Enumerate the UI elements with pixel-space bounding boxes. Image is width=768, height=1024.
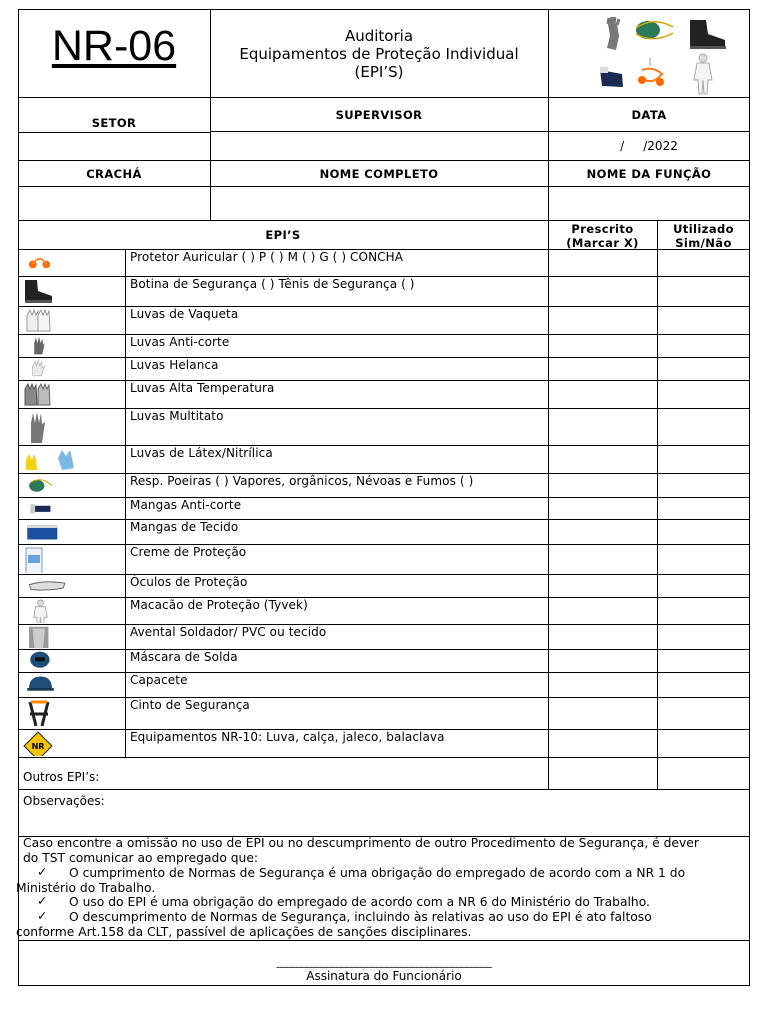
utilizado-cell[interactable] [658, 381, 749, 408]
notice-bullet: Ministério do Trabalho. [16, 881, 156, 895]
prescrito-cell[interactable] [549, 474, 656, 497]
utilizado-cell[interactable] [658, 358, 749, 380]
utilizado-cell[interactable] [658, 277, 749, 306]
utilizado-cell[interactable] [658, 650, 749, 672]
utilizado-cell[interactable] [658, 625, 749, 649]
cream-icon [22, 545, 82, 577]
prescrito-cell[interactable] [549, 446, 656, 473]
utilizado-cell[interactable] [658, 307, 749, 334]
boot-icon [690, 20, 726, 49]
prescrito-cell[interactable] [549, 598, 656, 624]
coverall-icon [694, 54, 712, 94]
epi-item-label: Luvas Anti-corte [130, 335, 230, 349]
notice-line: do TST comunicar ao empregado que: [23, 851, 259, 865]
nome-completo-input[interactable] [211, 187, 547, 219]
epi-item-label: Luvas Helanca [130, 358, 219, 372]
prescrito-cell[interactable] [549, 277, 656, 306]
epi-item-label: Resp. Poeiras ( ) Vapores, orgânicos, Névoas e Fumos ( ) [130, 474, 474, 488]
cracha-input[interactable] [19, 187, 209, 219]
utilizado-cell[interactable] [658, 673, 749, 697]
prescrito-cell[interactable] [549, 335, 656, 357]
notice-bullet: O uso do EPI é uma obrigação do empregado de acordo com a NR 6 do Ministério do Trabalho. [69, 895, 650, 909]
divider [548, 9, 549, 97]
title-line: Equipamentos de Proteção Individual [239, 45, 519, 63]
epi-item-label: Macacão de Proteção (Tyvek) [130, 598, 308, 612]
glove-icon [607, 17, 619, 50]
utilizado-cell[interactable] [658, 409, 749, 445]
utilizado-cell[interactable] [658, 474, 749, 497]
cracha-label: CRACHÁ [86, 167, 142, 181]
utilizado-cell[interactable] [658, 545, 749, 574]
epi-item-label: Mangas de Tecido [130, 520, 239, 534]
form-title [210, 27, 548, 81]
outros-epis-label: Outros EPI’s: [23, 770, 100, 784]
epi-item-label: Luvas de Vaqueta [130, 307, 239, 321]
prescrito-cell[interactable] [549, 520, 656, 544]
epi-item-label: Cinto de Segurança [130, 698, 250, 712]
epi-item-label: Luvas Multitato [130, 409, 224, 423]
welding-mask-icon [22, 650, 82, 675]
notice-bullet: O descumprimento de Normas de Segurança, incluindo às relativas ao uso do EPI é ato faltoso [69, 910, 652, 924]
nr10-sign-icon [22, 730, 82, 760]
utilizado-header: Utilizado Sim/Não [673, 222, 734, 250]
earplugs-icon [22, 250, 82, 279]
prescrito-cell[interactable] [549, 498, 656, 519]
prescrito-cell[interactable] [549, 575, 656, 597]
epi-item-label: Mangas Anti-corte [130, 498, 242, 512]
respirator-icon [636, 21, 673, 39]
observacoes-input[interactable] [19, 806, 749, 835]
title-line: Auditoria [344, 27, 414, 45]
utilizado-cell[interactable] [658, 730, 749, 757]
utilizado-cell[interactable] [658, 575, 749, 597]
sleeve-icon [22, 498, 82, 522]
epi-item-label: Avental Soldador/ PVC ou tecido [130, 625, 327, 639]
check-icon: ✓ [37, 894, 48, 908]
prescrito-header: Prescrito (Marcar X) [566, 222, 639, 250]
nome-completo-label: NOME COMPLETO [319, 167, 439, 181]
epi-item-label: Máscara de Solda [130, 650, 238, 664]
supervisor-label: SUPERVISOR [335, 108, 423, 122]
sleeve-icon [600, 67, 623, 87]
check-icon: ✓ [37, 909, 48, 923]
harness-icon [22, 698, 82, 732]
multitato-glove-icon [22, 409, 82, 448]
setor-input[interactable] [19, 133, 209, 159]
utilizado-cell[interactable] [658, 446, 749, 473]
utilizado-cell[interactable] [658, 698, 749, 729]
epi-item-label: Creme de Proteção [130, 545, 247, 559]
epi-item-label: Protetor Auricular ( ) P ( ) M ( ) G ( ) CONCHA [130, 250, 404, 264]
prescrito-cell[interactable] [549, 625, 656, 649]
signature-line[interactable]: ___________________________________________ [276, 955, 492, 968]
leather-gloves-icon [22, 307, 82, 337]
form-code: NR-06 [51, 22, 177, 70]
prescrito-cell[interactable] [549, 409, 656, 445]
earplugs-icon [638, 58, 664, 86]
prescrito-cell[interactable] [549, 381, 656, 408]
heat-glove-icon [22, 381, 82, 411]
notice-bullet: conforme Art.158 da CLT, passível de aplicações de sanções disciplinares. [16, 925, 472, 939]
helmet-icon [22, 673, 82, 700]
supervisor-input[interactable] [211, 132, 547, 159]
knit-glove-icon [22, 358, 82, 383]
latex-gloves-icon [22, 446, 82, 476]
prescrito-cell[interactable] [549, 307, 656, 334]
setor-label: SETOR [91, 116, 137, 130]
nome-funcao-label: NOME DA FUNÇÃO [586, 167, 712, 181]
epi-illustration [598, 14, 733, 96]
data-label: DATA [631, 108, 667, 122]
svg-text:NR: NR [31, 742, 45, 751]
utilizado-cell[interactable] [658, 335, 749, 357]
apron-icon [22, 625, 82, 652]
prescrito-cell[interactable] [549, 698, 656, 729]
epi-item-label: Luvas de Látex/Nitrílica [130, 446, 273, 460]
boot-icon [22, 277, 82, 309]
prescrito-cell[interactable] [549, 545, 656, 574]
notice-bullet: O cumprimento de Normas de Segurança é uma obrigação do empregado de acordo com a NR 1 do [69, 866, 686, 880]
date-field[interactable]: / /2022 [620, 139, 678, 153]
respirator-icon [22, 474, 82, 500]
utilizado-cell[interactable] [658, 498, 749, 519]
nome-funcao-input[interactable] [549, 187, 749, 219]
utilizado-cell[interactable] [658, 598, 749, 624]
prescrito-cell[interactable] [549, 730, 656, 757]
epis-header: EPI’S [265, 228, 301, 242]
coverall-icon [22, 598, 82, 627]
title-line: (EPI’S) [354, 63, 404, 81]
signature-label: Assinatura do Funcionário [306, 969, 462, 983]
utilizado-cell[interactable] [658, 250, 749, 276]
fabric-sleeve-icon [22, 520, 82, 547]
epi-item-label: Óculos de Proteção [130, 575, 248, 589]
observacoes-label: Observações: [23, 794, 105, 808]
epi-item-label: Botina de Segurança ( ) Tênis de Segurança ( ) [130, 277, 415, 291]
goggles-icon [22, 575, 82, 600]
prescrito-cell[interactable] [549, 673, 656, 697]
utilizado-cell[interactable] [658, 520, 749, 544]
prescrito-cell[interactable] [549, 650, 656, 672]
epi-item-label: Luvas Alta Temperatura [130, 381, 275, 395]
prescrito-cell[interactable] [549, 358, 656, 380]
prescrito-cell[interactable] [549, 250, 656, 276]
notice-line: Caso encontre a omissão no uso de EPI ou no descumprimento de outro Procedimento de Segurança, é dever [23, 836, 699, 850]
epi-item-label: Capacete [130, 673, 188, 687]
outros-epis-input[interactable] [120, 758, 547, 788]
cut-glove-icon [22, 335, 82, 360]
epi-item-label: Equipamentos NR-10: Luva, calça, jaleco, balaclava [130, 730, 445, 744]
check-icon: ✓ [37, 865, 48, 879]
